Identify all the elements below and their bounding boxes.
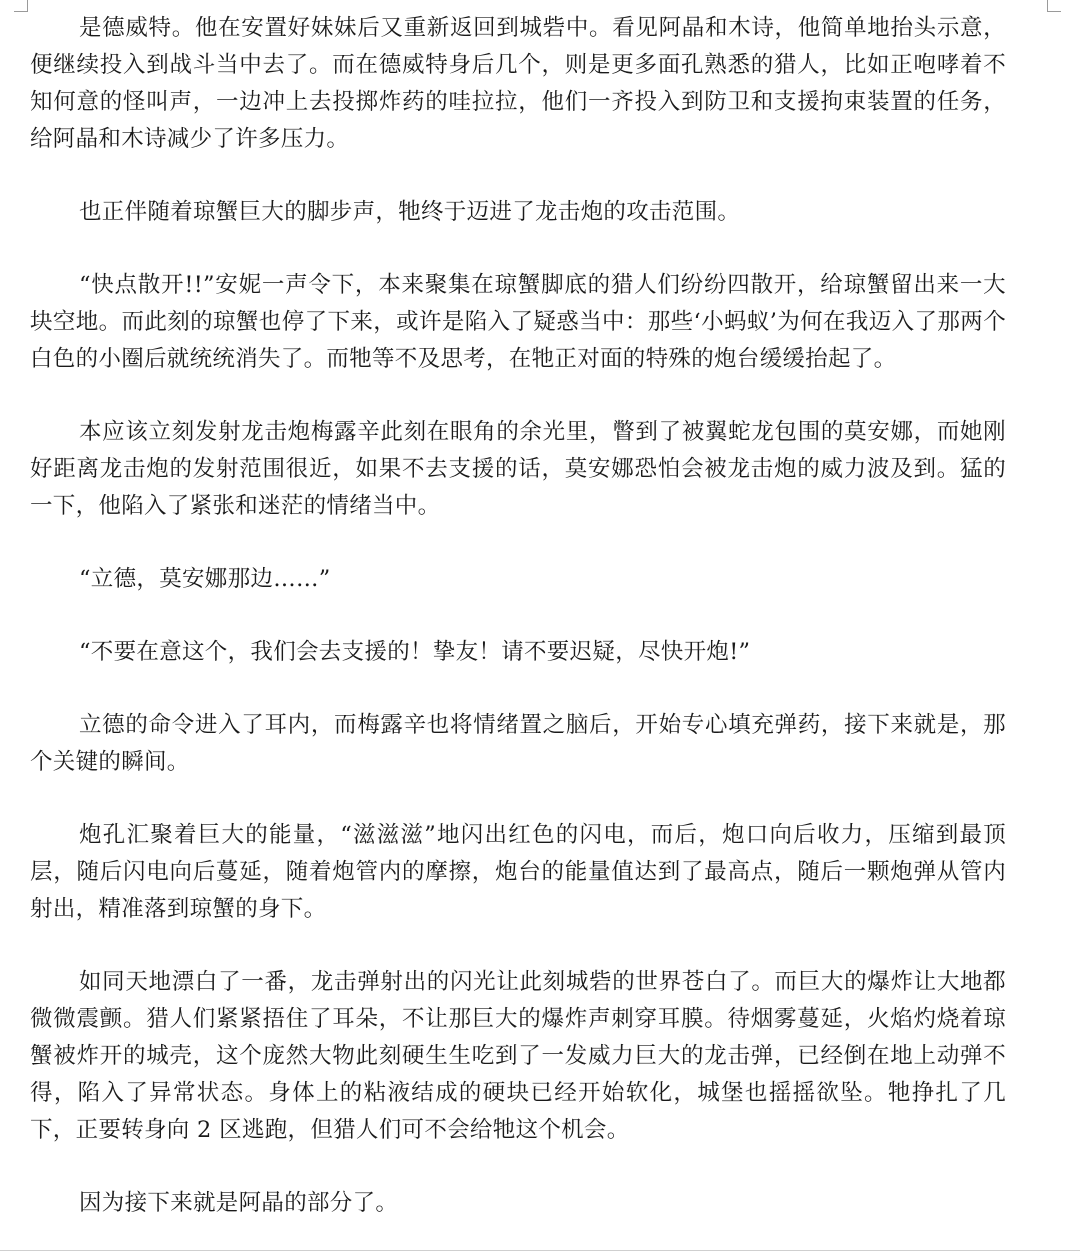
document-body[interactable]: [30, 10, 1006, 1253]
paragraph: 炮孔汇聚着巨大的能量，“滋滋滋”地闪出红色的闪电，而后，炮口向后收力，压缩到最顶层，随后闪电向后蔓延，随着炮管内的摩擦，炮台的能量值达到了最高点，随后一颗炮弹从管内射出，精准落到琼蟹的身下。: [30, 822, 1006, 922]
paragraph: 如同天地漂白了一番，龙击弹射出的闪光让此刻城砦的世界苍白了。而巨大的爆炸让大地都微微震颤。猎人们紧紧捂住了耳朵，不让那巨大的爆炸声刺穿耳膜。待烟雾蔓延，火焰灼烧着琼蟹被炸开的城壳，这个庞然大物此刻硬生生吃到了一发威力巨大的龙击弹，已经倒在地上动弹不得，陷入了异常状态。身体上的粘液结成的硬块已经开始软化，城堡也摇摇欲坠。牠挣扎了几下，正要转身向 2 区逃跑，但猎人们可不会给牠这个机会。: [30, 969, 1006, 1143]
paragraph: 也正伴随着琼蟹巨大的脚步声，牠终于迈进了龙击炮的攻击范围。: [79, 199, 741, 225]
paragraph: 因为接下来就是阿晶的部分了。: [79, 1190, 399, 1216]
paragraph: “不要在意这个，我们会去支援的！挚友！请不要迟疑，尽快开炮!”: [79, 639, 751, 665]
crop-mark-left-horizontal: [14, 11, 28, 12]
page-bottom-edge: [0, 1250, 1080, 1251]
paragraph: “立德，莫安娜那边……”: [79, 566, 331, 592]
paragraph: 是德威特。他在安置好妹妹后又重新返回到城砦中。看见阿晶和木诗，他简单地抬头示意，便继续投入到战斗当中去了。而在德威特身后几个，则是更多面孔熟悉的猎人，比如正咆哮着不知何意的怪叫声，一边冲上去投掷炸药的哇拉拉，他们一齐投入到防卫和支援拘束装置的任务，给阿晶和木诗减少了许多压力。: [30, 15, 1006, 152]
paragraph: “快点散开!!”安妮一声令下，本来聚集在琼蟹脚底的猎人们纷纷四散开，给琼蟹留出来一大块空地。而此刻的琼蟹也停了下来，或许是陷入了疑惑当中：那些‘小蚂蚁’为何在我迈入了那两个白色的小圈后就统统消失了。而牠等不及思考，在牠正对面的特殊的炮台缓缓抬起了。: [30, 272, 1006, 372]
paragraph: 立德的命令进入了耳内，而梅露辛也将情绪置之脑后，开始专心填充弹药，接下来就是，那个关键的瞬间。: [30, 712, 1006, 775]
crop-mark-right-horizontal: [1047, 11, 1061, 12]
paragraph: 本应该立刻发射龙击炮梅露辛此刻在眼角的余光里，瞥到了被翼蛇龙包围的莫安娜，而她刚好距离龙击炮的发射范围很近，如果不去支援的话，莫安娜恐怕会被龙击炮的威力波及到。猛的一下，他陷入了紧张和迷茫的情绪当中。: [30, 419, 1006, 519]
